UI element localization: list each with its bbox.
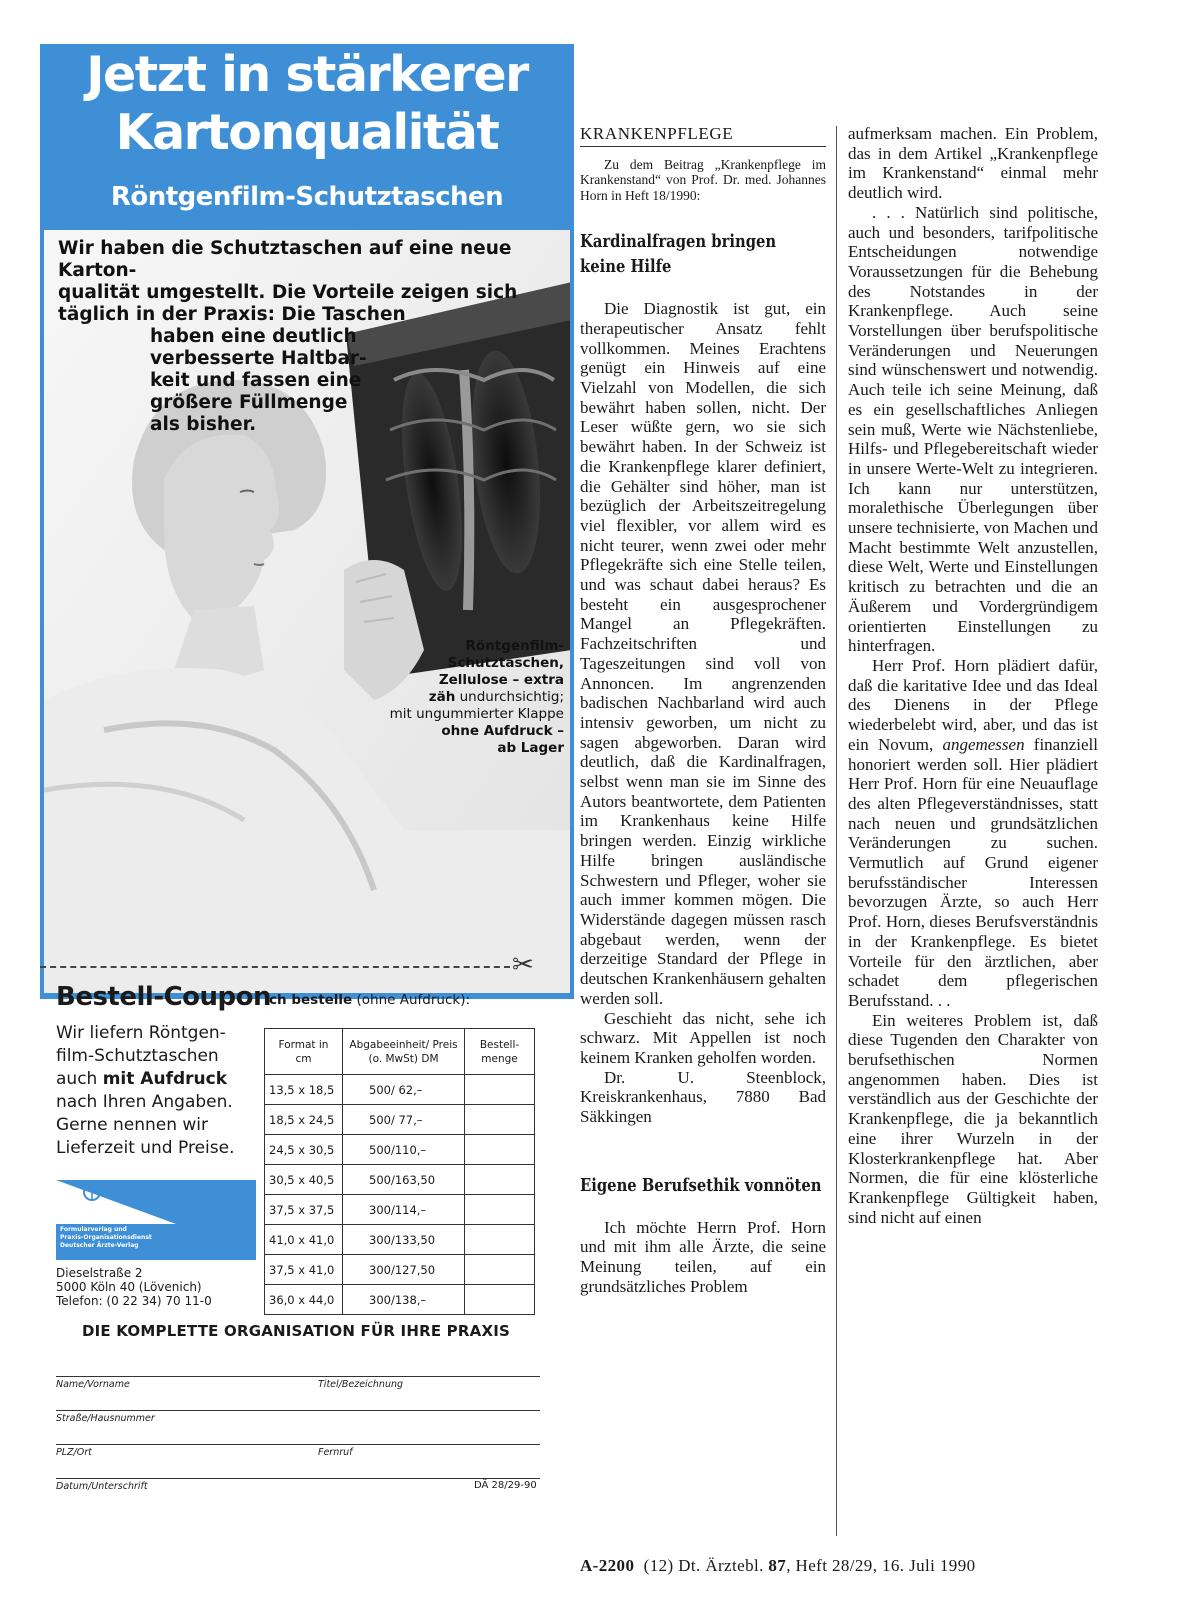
article-reference: Zu dem Beitrag „Krankenpflege im Krankenstand“ von Prof. Dr. med. Johannes Horn in Heft 18/1990: — [580, 156, 826, 203]
letter1-headline: Kardinalfragen bringen keine Hilfe — [580, 231, 777, 278]
order-table — [264, 1028, 535, 1315]
coupon-description: Wir liefern Röntgen-film-Schutztaschen auch mit Aufdruck nach Ihren Angaben. Gerne nennen wir Lieferzeit und Preise. — [56, 1023, 235, 1158]
table-row: 41,0 x 41,0 300/133,50 — [265, 1225, 535, 1255]
ad-product-caption: Röntgenfilm- Schutztaschen, Zellulose – extra zäh undurchsichtig; mit ungummierter Klappe ohne Aufdruck – ab Lager — [389, 638, 564, 756]
table-row: 36,0 x 44,0 300/138,– — [265, 1285, 535, 1315]
street-field[interactable] — [56, 1410, 540, 1444]
name-field-label: Name/Vorname — [56, 1379, 130, 1390]
column-divider — [836, 126, 837, 1536]
table-row: 13,5 x 18,5 500/ 62,– — [265, 1075, 535, 1105]
street-field-label: Straße/Hausnummer — [56, 1413, 155, 1424]
table-row: 37,5 x 41,0 300/127,50 — [265, 1255, 535, 1285]
page-footer: A-2200 (12) Dt. Ärztebl. 87, Heft 28/29, 16. Juli 1990 — [580, 1556, 976, 1575]
quantity-field[interactable] — [465, 1255, 535, 1285]
city-field-label: PLZ/Ort — [56, 1447, 92, 1458]
coupon-order-label: Ich bestelle (ohne Aufdruck): — [264, 992, 471, 1008]
column-header-quantity: Bestell-menge — [465, 1029, 535, 1075]
article-column-2 — [848, 124, 1098, 1227]
advertisement — [40, 44, 574, 999]
publisher-address: Dieselstraße 2 5000 Köln 40 (Lövenich) Telefon: (0 22 34) 70 11-0 — [56, 1266, 212, 1308]
table-row: 37,5 x 37,5 300/114,– — [265, 1195, 535, 1225]
ad-photo — [44, 230, 570, 993]
letter1-signature: Dr. U. Steenblock, Kreiskrankenhaus, 7880 Bad Säkkingen — [580, 1067, 826, 1127]
ad-subheadline: Röntgenfilm-Schutztaschen — [110, 182, 504, 212]
date-field-label: Datum/Unterschrift — [56, 1481, 148, 1492]
quantity-field[interactable] — [465, 1105, 535, 1135]
quantity-field[interactable] — [465, 1165, 535, 1195]
org-slogan: DIE KOMPLETTE ORGANISATION FÜR IHRE PRAXIS — [81, 1322, 510, 1340]
publisher-logo — [56, 1180, 256, 1260]
table-row: 18,5 x 24,5 500/ 77,– — [265, 1105, 535, 1135]
letter2-paragraph: Ein weiteres Problem ist, daß diese Tugenden den Charakter von berufsethischen Normen angenommen haben. Dies ist verständlich aus der Geschichte der Krankenpflege, die ja bekanntlich eine ihrer Wurzeln in der Klosterkrankenpflege hat. Aber Normen, die für eine klösterliche Krankenpflege Gültigkeit haben, sind nicht auf einen — [848, 1010, 1098, 1227]
name-title-field[interactable] — [56, 1376, 540, 1410]
article-rubric: KRANKENPFLEGE — [580, 124, 826, 147]
letter2-paragraph: Herr Prof. Horn plädiert dafür, daß die karitative Idee und das Ideal des Dienens in der Pflege wiederbelebt wird, aber, und das ist ein Novum, angemessen finanziell honoriert werden soll. Hier plädiert Herr Prof. Horn für eine Neuauflage des alten Pflegeverständnisses, statt nach neuen und grundsätzlichen Veränderungen zu suchen. Vermutlich auf Grund eigener berufsständischer Interessen bevorzugen Ärzte, so auch Herr Prof. Horn, dieses Berufsverständnis in der Krankenpflege. Es bietet Vorteile für den ärztlichen, aber schadet dem pflegerischen Berufsstand. . . — [848, 655, 1098, 1010]
quantity-field[interactable] — [465, 1075, 535, 1105]
ad-intro-text: Wir haben die Schutztaschen auf eine neue Karton- qualität umgestellt. Die Vorteile zeigen sich täglich in der Praxis: Die Taschen haben eine deutlich verbesserte Haltbar- keit und fassen eine größere Füllmenge als bisher. — [58, 238, 518, 435]
column-header-price: Abgabeeinheit/ Preis (o. MwSt) DM — [343, 1029, 465, 1075]
cut-line — [40, 966, 510, 968]
title-field-label: Titel/Bezeichnung — [318, 1379, 404, 1390]
logo-text: Formularverlag und Praxis-Organisationsdienst Deutscher Ärzte-Verlag — [60, 1226, 152, 1249]
scissors-icon: ✂ — [512, 950, 534, 980]
letter2-paragraph: aufmerksam machen. Ein Problem, das in dem Artikel „Krankenpflege im Krankenstand“ einmal mehr deutlich wird. — [848, 124, 1098, 203]
quantity-field[interactable] — [465, 1285, 535, 1315]
ad-headline: Jetzt in stärkerer Kartonqualität — [86, 46, 528, 161]
table-row: 24,5 x 30,5 500/110,– — [265, 1135, 535, 1165]
letter2-headline: Eigene Berufsethik vonnöten — [580, 1174, 822, 1196]
letter1-paragraph: Geschieht das nicht, sehe ich schwarz. Mit Appellen ist noch keinem Kranken geholfen worden. — [580, 1008, 826, 1067]
letter2-paragraph: . . . Natürlich sind politische, auch und besonders, tarifpolitische Entscheidungen notwendige Voraussetzungen für die Behebung des Notstandes in der Krankenpflege. Auch seine Vorstellungen über berufspolitische Veränderungen und Neuerungen sind wünschenswert und notwendig. Auch teile ich seine Meinung, daß es ein gesellschaftliches Anliegen sein muß, Werte wie Nächstenliebe, Hilfs- und Pflegebereitschaft wieder in unsere Werte-Welt zu integrieren. Ich kann nur unterstützen, moralethische Überlegungen über unsere technisierte, von Machen und Macht bestimmte Welt anzustellen, diese Welt, Werte und Einstellungen kritisch zu betrachten und die an Äußerem und Vordergründigem orientierten Einstellungen zu hinterfragen. — [848, 202, 1098, 656]
table-row: 30,5 x 40,5 500/163,50 — [265, 1165, 535, 1195]
date-signature-field[interactable] — [56, 1478, 540, 1498]
article-column-1 — [580, 124, 826, 1297]
city-phone-field[interactable] — [56, 1444, 540, 1478]
coupon-title: Bestell-Coupon — [56, 982, 272, 1012]
coupon-code: DÄ 28/29-90 — [474, 1480, 537, 1491]
phone-field-label: Fernruf — [318, 1447, 353, 1458]
letter1-paragraph: Die Diagnostik ist gut, ein therapeutischer Ansatz fehlt vollkommen. Meines Erachtens genügt ein Hinweis auf eine Vielzahl von Modellen, die sich bewährt haben sollen, nicht. Der Leser wüßte gern, wo sie sich bewährt haben. In der Schweiz ist die Krankenpflege klarer definiert, die Gehälter sind höher, man ist bezüglich der Arbeitszeitregelung viel flexibler, vor allem wird es nicht teurer, wenn zwei oder mehr Pflegekräfte sich eine Stelle teilen, und was schaut dabei heraus? Es besteht ein ausgesprochener Mangel an Pflegekräften. Fachzeitschriften und Tageszeitungen sind voll von Annoncen. Im angrenzenden badischen Nachbarland wird auch intensiv geworben, um nicht zu sagen abgeworben. Daran wird deutlich, daß die Kardinalfragen, selbst wenn man sie im Sinne des Autors beantwortete, dem Patienten im Krankenhaus keine Hilfe bringen werden. Einzig wirkliche Hilfe bringen ausländische Schwestern und Pfleger, woher sie auch immer kommen mögen. Die Widerstände dagegen müssen rasch abgebaut werden, wenn der derzeitige Standard der Pflege in deutschen Krankenhäusern gehalten werden soll. — [580, 299, 826, 1008]
letter2-paragraph: Ich möchte Herrn Prof. Horn und mit ihm alle Ärzte, die seine Meinung teilen, auf ein grundsätzliches Problem — [580, 1217, 826, 1296]
quantity-field[interactable] — [465, 1135, 535, 1165]
quantity-field[interactable] — [465, 1225, 535, 1255]
quantity-field[interactable] — [465, 1195, 535, 1225]
column-header-format: Format in cm — [265, 1029, 343, 1075]
